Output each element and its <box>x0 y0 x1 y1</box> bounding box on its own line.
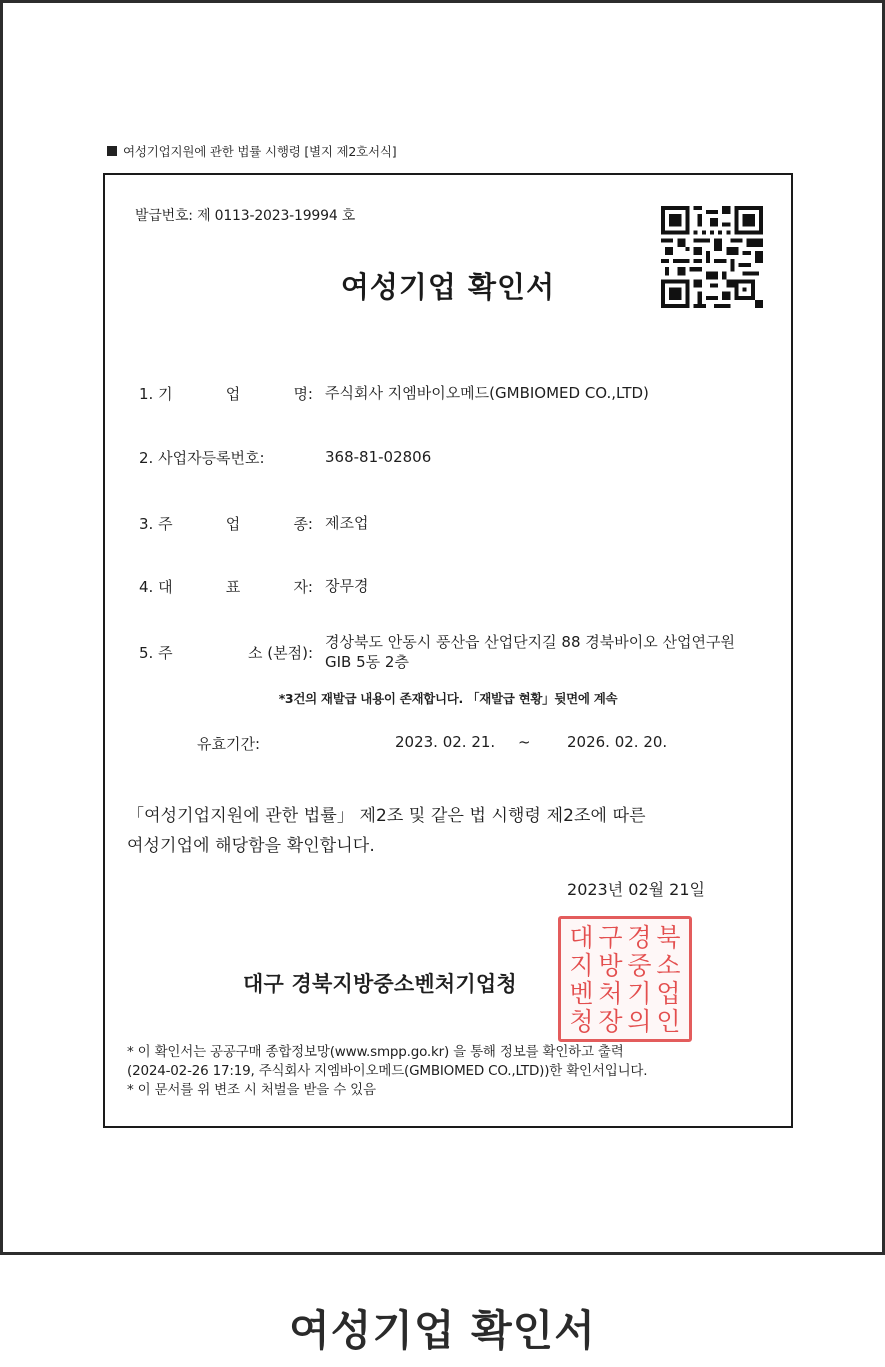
form-caption-text: 여성기업지원에 관한 법률 시행령 [별지 제2호서식] <box>123 144 397 159</box>
validity-label: 유효기간: <box>197 735 261 753</box>
confirmation-text: 「여성기업지원에 관한 법률」 제2조 및 같은 법 시행령 제2조에 따른 여성기업에 해당함을 확인합니다. <box>127 806 646 856</box>
certificate-document <box>103 173 793 1128</box>
field-label: 4. 대 표 자: <box>139 578 313 596</box>
issuing-authority: 대구 경북지방중소벤처기업청 <box>243 972 517 996</box>
validity-separator: ~ <box>518 733 531 751</box>
form-caption <box>107 142 396 160</box>
validity-from: 2023. 02. 21. <box>395 733 496 751</box>
company-name-value: 주식회사 지엠바이오메드(GMBIOMED CO.,LTD) <box>325 384 649 402</box>
footnotes <box>127 1043 647 1100</box>
footnote: * 이 문서를 위 변조 시 처벌을 받을 수 있음 <box>127 1082 376 1098</box>
field-main-industry <box>139 513 745 534</box>
field-address <box>139 632 735 672</box>
field-label: 3. 주 업 종: <box>139 515 313 533</box>
address-value: 경상북도 안동시 풍산읍 산업단지길 88 경북바이오 산업연구원 GIB 5동 2층 <box>325 633 735 671</box>
certificate-title: 여성기업 확인서 <box>340 270 556 304</box>
official-seal-stamp: 대 구 경 북 지 방 중 소 벤 처 기 업 청 장 의 인 <box>558 916 692 1042</box>
footnote: (2024-02-26 17:19, 주식회사 지엠바이오메드(GMBIOMED CO.,LTD))한 확인서입니다. <box>127 1063 648 1079</box>
field-label: 1. 기 업 명: <box>139 385 313 403</box>
image-caption: 여성기업 확인서 <box>289 1306 596 1355</box>
issue-number: 발급번호: 제 0113-2023-19994 호 <box>135 208 356 224</box>
validity-to: 2026. 02. 20. <box>567 733 668 751</box>
field-representative <box>139 576 745 597</box>
field-business-registration-number <box>139 447 745 468</box>
field-company-name <box>139 383 745 404</box>
main-industry-value: 제조업 <box>325 514 369 532</box>
footnote: * 이 확인서는 공공구매 종합정보망(www.smpp.go.kr) 을 통해 정보를 확인하고 출력 <box>127 1044 624 1060</box>
representative-value: 장무경 <box>325 577 369 595</box>
square-bullet-icon <box>107 146 117 156</box>
reissue-notice: *3건의 재발급 내용이 존재합니다. 「재발급 현황」뒷면에 계속 <box>278 691 618 706</box>
field-label: 5. 주 소 (본점): <box>139 644 313 662</box>
field-label: 2. 사업자등록번호: <box>139 449 265 467</box>
business-registration-number-value: 368-81-02806 <box>325 448 432 466</box>
issue-date: 2023년 02월 21일 <box>567 880 705 899</box>
